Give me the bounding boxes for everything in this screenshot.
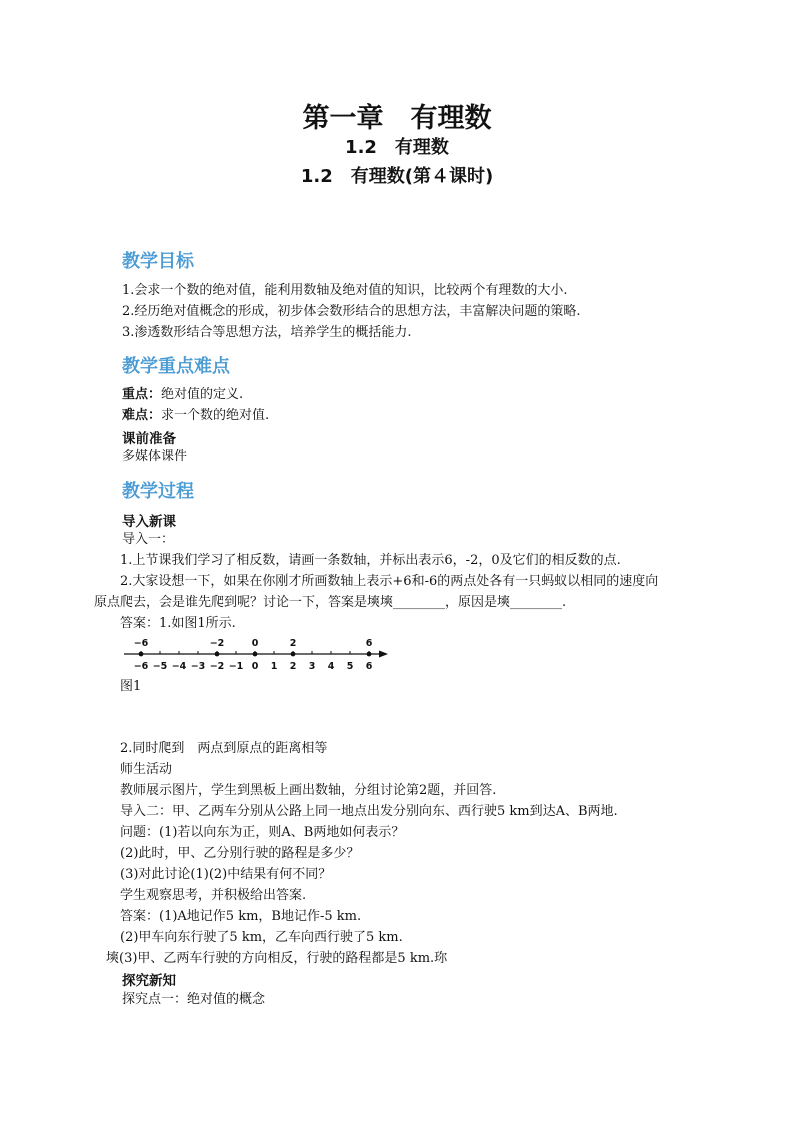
keypoints-heading: 教学重点难点: [122, 356, 230, 377]
axis-tick-label: 4: [327, 661, 335, 672]
activity-label: 师生活动: [120, 762, 173, 777]
key-point-line: [122, 385, 243, 405]
intro-heading: 导入新课: [122, 514, 176, 530]
point-label: 2: [289, 638, 297, 649]
axis-arrow-icon: [379, 651, 388, 658]
number-line-figure: [120, 632, 400, 676]
activity-text: 教师展示图片，学生到黑板上画出数轴，分组讨论第2题，并回答.: [120, 783, 497, 798]
difficult-point-text: 求一个数的绝对值.: [161, 408, 270, 423]
explore-heading: 探究新知: [122, 973, 176, 989]
difficult-point-label: 难点：: [122, 408, 162, 423]
question-1: 1.上节课我们学习了相反数，请画一条数轴，并标出表示6，-2，0及它们的相反数的点.: [120, 553, 621, 568]
key-point-text: 绝对值的定义.: [161, 387, 244, 402]
marked-point: [215, 652, 220, 657]
answer-c: 塽(3)甲、乙两车行驶的方向相反，行驶的路程都是5 km.珎: [106, 951, 448, 966]
question-b: (2)此时，甲、乙分别行驶的路程是多少？: [120, 846, 360, 861]
point-label: 6: [365, 638, 373, 649]
axis-tick-label: −1: [228, 661, 244, 672]
axis-tick-label: −5: [152, 661, 168, 672]
question-2-line2: 原点爬去，会是谁先爬到呢？讨论一下，答案是塽塽________，原因是塽________.: [94, 595, 567, 610]
marked-point: [139, 652, 144, 657]
process-heading: 教学过程: [122, 481, 194, 502]
goal-item-1: 1.会求一个数的绝对值，能利用数轴及绝对值的知识，比较两个有理数的大小.: [122, 283, 568, 298]
axis-tick-label: −3: [190, 661, 206, 672]
goal-item-3: 3.渗透数形结合等思想方法，培养学生的概括能力.: [122, 325, 412, 340]
point-label: 0: [251, 638, 259, 649]
axis-tick-label: −6: [133, 661, 149, 672]
question-a: 问题：(1)若以向东为正，则A、B两地如何表示？: [120, 825, 405, 840]
point-label: −6: [133, 638, 149, 649]
axis-tick-label: −4: [171, 661, 187, 672]
question-2-line1: 2.大家设想一下，如果在你刚才所画数轴上表示+6和-6的两点处各有一只蚂蚁以相同的速度向: [120, 574, 659, 589]
lesson-title: 1.2 有理数(第４课时): [300, 166, 494, 187]
intro1-label: 导入一：: [122, 532, 175, 547]
goal-item-2: 2.经历绝对值概念的形成，初步体会数形结合的思想方法，丰富解决问题的策略.: [122, 304, 581, 319]
prep-heading: 课前准备: [122, 431, 176, 447]
marked-point: [291, 652, 296, 657]
axis-tick-label: −2: [209, 661, 225, 672]
chapter-title: 第一章 有理数: [302, 103, 492, 134]
answer-a: 答案：(1)A地记作5 km，B地记作-5 km.: [120, 909, 362, 924]
axis-tick-label: 1: [270, 661, 278, 672]
axis-tick-label: 6: [365, 661, 373, 672]
axis-tick-label: 3: [308, 661, 316, 672]
prep-text: 多媒体课件: [122, 449, 188, 464]
goals-heading: 教学目标: [122, 251, 194, 272]
axis-tick-label: 0: [251, 661, 259, 672]
student-text: 学生观察思考，并积极给出答案.: [120, 888, 307, 903]
marked-point: [367, 652, 372, 657]
point-label: −2: [209, 638, 225, 649]
section-title: 1.2 有理数: [345, 137, 449, 158]
intro2-text: 导入二：甲、乙两车分别从公路上同一地点出发分别向东、西行驶5 km到达A、B两地.: [120, 804, 618, 819]
answer-1: 答案：1.如图1所示.: [120, 616, 236, 631]
axis-tick-label: 5: [346, 661, 354, 672]
answer-2: 2.同时爬到 两点到原点的距离相等: [120, 741, 328, 756]
marked-point: [253, 652, 258, 657]
question-c: (3)对此讨论(1)(2)中结果有何不同？: [120, 867, 332, 882]
figure-caption: 图1: [120, 679, 142, 694]
answer-b: (2)甲车向东行驶了5 km，乙车向西行驶了5 km.: [120, 930, 403, 945]
axis-tick-label: 2: [289, 661, 297, 672]
difficult-point-line: [122, 406, 269, 426]
explore-point: 探究点一：绝对值的概念: [122, 992, 266, 1007]
key-point-label: 重点：: [122, 387, 162, 402]
